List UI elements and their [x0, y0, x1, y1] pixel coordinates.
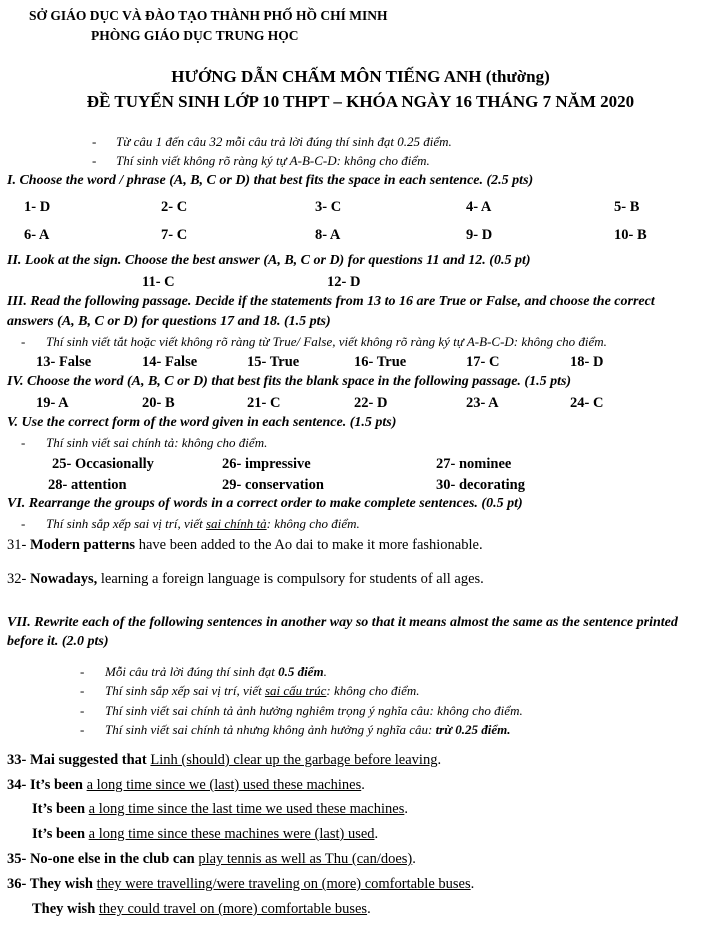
answer-rest: have been added to the Ao dai to make it more fashionable.: [135, 537, 483, 553]
answer: 11- C: [142, 274, 175, 290]
general-note-1: Từ câu 1 đến câu 32 mỗi câu trả lời đúng thí sinh đạt 0.25 điểm.: [116, 134, 452, 149]
answer: 15- True: [247, 354, 300, 370]
answer: 27- nominee: [436, 456, 512, 472]
answer: 4- A: [466, 199, 492, 215]
section-7-note-2: [105, 683, 420, 699]
note-text: Thí sinh viết sai chính tả nhưng không ảnh hưởng ý nghĩa câu:: [105, 722, 436, 737]
answer-bold-part: 33- Mai suggested that: [7, 752, 147, 768]
answer-period: .: [470, 876, 475, 892]
answer: 26- impressive: [222, 456, 311, 472]
note-dash: -: [80, 664, 85, 679]
note-bold: 0.5 điểm: [278, 664, 324, 679]
answer-34-alt-2: [32, 826, 378, 843]
answer: 6- A: [24, 227, 50, 243]
answer-31: [7, 537, 483, 554]
section-5-heading: V. Use the correct form of the word given in each sentence. (1.5 pts): [7, 415, 397, 430]
section-3-heading-cont: answers (A, B, C or D) for questions 17 and 18. (1.5 pts): [7, 314, 331, 329]
answer-36: [7, 876, 474, 893]
note-underlined: sai cấu trúc: [264, 683, 327, 698]
answer-34: [7, 777, 365, 794]
section-3-heading: III. Read the following passage. Decide if the statements from 13 to 16 are True or False, and choose the correct: [7, 294, 655, 309]
document-title: HƯỚNG DẪN CHẤM MÔN TIẾNG ANH (thường): [171, 67, 550, 86]
note-dash: -: [21, 516, 26, 531]
answer: 3- C: [315, 199, 342, 215]
answer-bold-part: Modern patterns: [29, 537, 136, 553]
answer-bold-part: 35- No-one else in the club can: [7, 851, 195, 867]
note-text: Thí sinh sắp xếp sai vị trí, viết: [105, 683, 265, 698]
answer: 23- A: [466, 395, 499, 411]
answer-bold-part: 34- It’s been: [7, 777, 83, 793]
answer: 5- B: [614, 199, 640, 215]
general-note-dash: -: [92, 153, 97, 168]
answer: 10- B: [614, 227, 647, 243]
note-text: : không cho điểm.: [326, 683, 420, 698]
section-7-heading-cont: before it. (2.0 pts): [7, 634, 109, 649]
section-2-heading: II. Look at the sign. Choose the best answer (A, B, C or D) for questions 11 and 12. (0.5 pt): [7, 253, 531, 268]
answer: 13- False: [36, 354, 92, 370]
general-note-2: Thí sinh viết không rõ ràng ký tự A-B-C-D: không cho điểm.: [116, 153, 430, 168]
answer-underlined: a long time since the last time we used these machines: [88, 801, 405, 817]
note-dash: -: [80, 722, 85, 737]
answer-35: [7, 851, 416, 868]
answer: 24- C: [570, 395, 604, 411]
answer: 1- D: [24, 199, 51, 215]
answer: 2- C: [161, 199, 188, 215]
answer: 22- D: [354, 395, 388, 411]
answer-period: .: [361, 777, 365, 793]
note-dash: -: [80, 683, 85, 698]
answer-underlined: play tennis as well as Thu (can/does): [198, 851, 413, 867]
answer-32: [7, 571, 484, 588]
answer: 28- attention: [48, 477, 127, 493]
answer: 18- D: [570, 354, 604, 370]
answer-underlined: Linh (should) clear up the garbage before leaving: [150, 752, 438, 768]
note-text: Thí sinh sắp xếp sai vị trí, viết: [46, 516, 206, 531]
note-text: Mỗi câu trả lời đúng thí sinh đạt: [105, 664, 279, 679]
answer-34-alt-1: [32, 801, 408, 818]
answer-bold-part: 36- They wish: [7, 876, 93, 892]
answer: 9- D: [466, 227, 493, 243]
section-3-note: Thí sinh viết tắt hoặc viết không rõ ràng từ True/ False, viết không rõ ràng ký tự A-B-C-D: không cho điểm.: [46, 334, 607, 349]
answer-period: .: [412, 851, 416, 867]
answer: 17- C: [466, 354, 500, 370]
section-7-heading: VII. Rewrite each of the following sentences in another way so that it means almost the same as the sentence printed: [7, 615, 678, 630]
answer: 16- True: [354, 354, 407, 370]
answer-number: 31-: [7, 537, 27, 553]
department-name: SỞ GIÁO DỤC VÀ ĐÀO TẠO THÀNH PHỐ HỒ CHÍ MINH: [29, 8, 388, 23]
note-text: : không cho điểm.: [266, 516, 360, 531]
note-text: .: [323, 664, 327, 679]
answer-number: 32-: [7, 571, 27, 587]
section-7-note-3: Thí sinh viết sai chính tả ảnh hưởng nghiêm trọng ý nghĩa câu: không cho điểm.: [105, 703, 523, 718]
note-dash: -: [21, 334, 26, 349]
answer-underlined: they were travelling/were traveling on (more) comfortable buses: [96, 876, 471, 892]
answer: 8- A: [315, 227, 341, 243]
answer-period: .: [374, 826, 379, 842]
section-5-note: Thí sinh viết sai chính tả: không cho điểm.: [46, 435, 268, 450]
answer-36-alt-1: [32, 901, 371, 918]
answer-bold-part: They wish: [32, 901, 96, 917]
answer: 20- B: [142, 395, 175, 411]
note-underlined: sai chính tả: [205, 516, 267, 531]
answer-bold-part: It’s been: [32, 826, 86, 842]
answer: 29- conservation: [222, 477, 324, 493]
section-1-heading: I. Choose the word / phrase (A, B, C or D) that best fits the space in each sentence. (2.5 pts): [7, 173, 534, 188]
answer: 7- C: [161, 227, 188, 243]
answer: 12- D: [327, 274, 361, 290]
answer-underlined: they could travel on (more) comfortable buses: [98, 901, 368, 917]
note-bold: trừ 0.25 điểm.: [435, 722, 511, 737]
section-4-heading: IV. Choose the word (A, B, C or D) that best fits the blank space in the following passage. (1.5 pts): [7, 374, 572, 389]
office-name: PHÒNG GIÁO DỤC TRUNG HỌC: [91, 28, 299, 43]
answer-rest: learning a foreign language is compulsory for students of all ages.: [97, 571, 484, 587]
note-dash: -: [80, 703, 85, 718]
note-dash: -: [21, 435, 26, 450]
answer: 19- A: [36, 395, 69, 411]
answer-33: [7, 752, 441, 769]
answer-underlined: a long time since these machines were (last) used: [88, 826, 375, 842]
answer-bold-part: It’s been: [32, 801, 86, 817]
section-6-note: [46, 516, 360, 532]
general-note-dash: -: [92, 134, 97, 149]
document-subtitle: ĐỀ TUYỂN SINH LỚP 10 THPT – KHÓA NGÀY 16 THÁNG 7 NĂM 2020: [86, 92, 635, 111]
answer-period: .: [367, 901, 371, 917]
answer: 21- C: [247, 395, 281, 411]
answer: 14- False: [142, 354, 198, 370]
answer: 25- Occasionally: [52, 456, 154, 472]
answer-period: .: [404, 801, 408, 817]
section-6-heading: VI. Rearrange the groups of words in a correct order to make complete sentences. (0.5 pt): [7, 496, 523, 511]
answer: 30- decorating: [436, 477, 525, 493]
answer-period: .: [437, 752, 442, 768]
answer-bold-part: Nowadays,: [29, 571, 98, 587]
answer-underlined: a long time since we (last) used these machines: [86, 777, 362, 793]
section-7-note-1: [105, 664, 327, 680]
section-7-note-4: [105, 722, 511, 738]
